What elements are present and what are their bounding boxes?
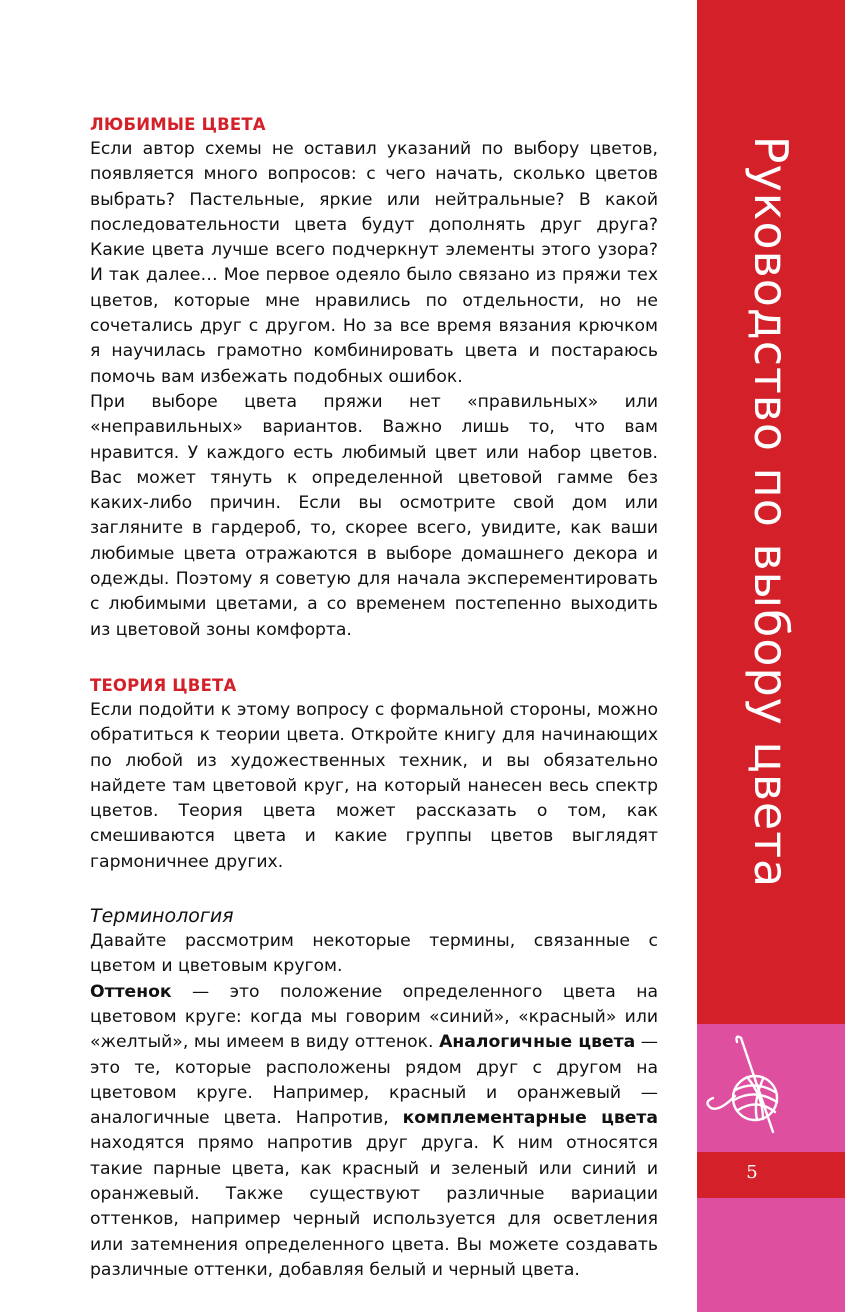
- term-analogous: Аналогичные цвета: [439, 1032, 636, 1053]
- section-heading-favorite-colors: ЛЮБИМЫЕ ЦВЕТА: [90, 115, 266, 134]
- term-text: находятся прямо напротив друг друга. К ним относятся такие парные цвета, как красный и зеленый или синий и оранжевый. Также существуют различные вариации оттенков, например черный используется для осветления или затемнения определенного цвета. Вы можете создавать различные оттенки, добавляя белый и черный цвета.: [90, 1133, 658, 1280]
- term-text: — это положение определенного цвета на цветовом круге: когда мы говорим «синий», «красный» или «желтый», мы имеем в виду оттенок.: [90, 981, 658, 1053]
- page-number: 5: [746, 1162, 758, 1183]
- term-hue: Оттенок: [90, 981, 172, 1002]
- paragraph: При выборе цвета пряжи нет «правильных» или «неправильных» вариантов. Важно лишь то, что вам нравится. У каждого есть любимый цвет или набор цветов. Вас может тянуть к определенной цветовой гамме без каких-либо причин. Если вы осмотрите свой дом или загляните в гардероб, то, скорее всего, увидите, как ваши любимые цвета отражаются в выборе домашнего декора и одежды. Поэтому я советую для начала эксперементировать с любимыми цветами, а со временем постепенно выходить из цветовой зоны комфорта.: [90, 391, 658, 640]
- paragraph: Давайте рассмотрим некоторые термины, связанные с цветом и цветовым кругом.: [90, 931, 658, 977]
- term-complementary: комплементарные цвета: [402, 1108, 658, 1129]
- paragraph: Если подойти к этому вопросу с формальной стороны, можно обратиться к теории цвета. Откройте книгу для начинающих по любой из художественных техник, и вы обязательно найдете там цветовой круг, на который нанесен весь спектр цветов. Теория цвета может рассказать о том, как смешиваются цвета и какие группы цветов выглядят гармоничнее других.: [90, 699, 658, 872]
- terminology-paragraph: [90, 980, 658, 1284]
- sidebar-title: [697, 0, 845, 1024]
- yarn-ball-crochet-hook-icon: [705, 1030, 795, 1140]
- sidebar-title-text: Руководство по выбору цвета: [744, 135, 799, 889]
- section-heading-color-theory: ТЕОРИЯ ЦВЕТА: [90, 675, 237, 695]
- subheading-terminology: Терминология: [90, 905, 234, 928]
- paragraph: Если автор схемы не оставил указаний по выбору цветов, появляется много вопросов: с чего начать, сколько цветов выбрать? Пастельные, яркие или нейтральные? В какой последовательности цвета будут дополнять друг друга? Какие цвета лучше всего подчеркнут элементы этого узора? И так далее… Мое первое одеяло было связано из пряжи тех цветов, которые мне нравились по отдельности, но не сочетались друг с другом. Но за все время вязания крючком я научилась грамотно комбинировать цвета и постараюсь помочь вам избежать подобных ошибок.: [90, 139, 658, 387]
- page-body: [90, 112, 658, 1283]
- sidebar-pink-band-bottom: [697, 1198, 845, 1312]
- term-text: — это те, которые расположены рядом друг с другом на цветовом круге. Например, красный и оранжевый — аналогичные цвета. Напротив,: [90, 1032, 658, 1129]
